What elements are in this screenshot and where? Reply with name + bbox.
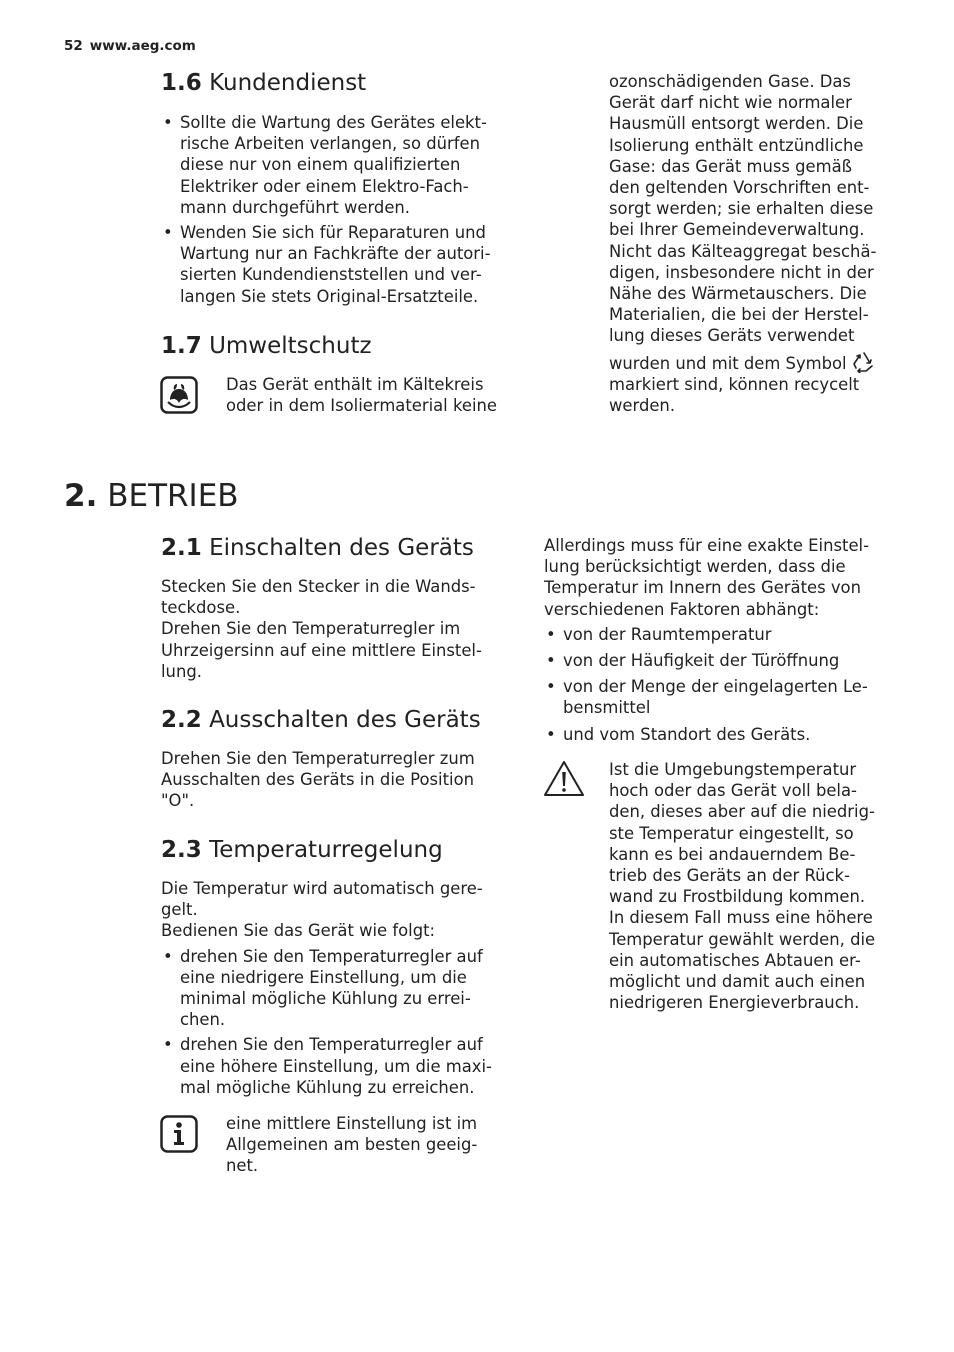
section-heading: 2.1 Einschalten des Geräts <box>161 535 474 561</box>
section-2-1-text: Stecken Sie den Stecker in die Wands- teckdose. Drehen Sie den Temperaturregler im Uhrzeigersinn auf eine mittlere Einstel- lung. <box>161 577 482 681</box>
section-2-3 <box>161 837 443 863</box>
section-heading: 2.2 Ausschalten des Geräts <box>161 707 481 733</box>
list-item: • drehen Sie den Temperaturregler auf eine höhere Einstellung, um die maxi- mal mögliche Kühlung zu erreichen. <box>161 1034 492 1098</box>
environment-text: Das Gerät enthält im Kältekreis oder in dem Isoliermaterial keine <box>226 375 497 416</box>
list-item: • von der Häufigkeit der Türöffnung <box>544 650 869 671</box>
list-item: • drehen Sie den Temperaturregler auf eine niedrigere Einstellung, um die minimal mögliche Kühlung zu errei- chen. <box>161 946 492 1031</box>
section-1-6 <box>161 70 366 96</box>
temperature-factors: Allerdings muss für eine exakte Einstel- lung berücksichtigt werden, dass die Temperatur im Innern des Gerätes von verschiedenen Faktoren abhängt: • von der Raumtemperatur • von der Häufigkeit der Türöffnung • von der Menge der eingelagerten Le- bensmittel • und vom Standort des Geräts. <box>544 535 869 745</box>
environment-icon <box>160 376 198 418</box>
page-number: 52 <box>64 38 83 54</box>
environment-text-continued: ozonschädigenden Gase. Das Gerät darf nicht wie normaler Hausmüll entsorgt werden. Die Isolierung enthält entzündliche Gase: das Gerät muss gemäß den geltenden Vorschriften ent- sorgt werden; sie erhalten diese bei Ihrer Gemeindeverwaltung. Nicht das Kälteaggregat beschä- digen, insbesondere nicht in der Nähe des Wärmetauschers. Die Materialien, die bei der Herstel- lung dieses Geräts verwendet wurden und mit dem Symbol markiert sind, können recycelt werden. <box>609 72 877 416</box>
list-item: • Sollte die Wartung des Gerätes elekt- rische Arbeiten verlangen, so dürfen diese nur von einem qualifizierten Elektriker oder einem Elektro-Fach- mann durchgeführt werden. <box>161 112 491 218</box>
section-1-6-list <box>161 112 491 307</box>
website-link[interactable]: www.aeg.com <box>89 38 196 54</box>
list-item: • und vom Standort des Geräts. <box>544 724 869 745</box>
warning-icon <box>543 760 585 802</box>
section-2-3-text: Die Temperatur wird automatisch gere- gelt. Bedienen Sie das Gerät wie folgt: • drehen Sie den Temperaturregler auf eine niedrigere Einstellung, um die minimal mögliche Kühlung zu errei- chen. • drehen Sie den Temperaturregler auf eine höhere Einstellung, um die maxi- mal mögliche Kühlung zu erreichen. <box>161 878 492 1098</box>
warning-text: Ist die Umgebungstemperatur hoch oder das Gerät voll bela- den, dieses aber auf die niedrig- ste Temperatur eingestellt, so kann es bei andauerndem Be- trieb des Geräts an der Rück- wand zu Frostbildung kommen. In diesem Fall muss eine höhere Temperatur gewählt werden, die ein automatisches Abtauen er- möglicht und damit auch einen niedrigeren Energieverbrauch. <box>609 760 876 1013</box>
info-text: eine mittlere Einstellung ist im Allgemeinen am besten geeig- net. <box>226 1114 478 1176</box>
recycle-icon <box>852 351 876 373</box>
section-2-1 <box>161 535 474 561</box>
section-heading: 2.3 Temperaturregelung <box>161 837 443 863</box>
section-2-2 <box>161 707 481 733</box>
page-header <box>64 38 196 54</box>
section-2-2-text: Drehen Sie den Temperaturregler zum Ausschalten des Geräts in die Position "O". <box>161 749 475 811</box>
section-heading: 1.7 Umweltschutz <box>161 333 372 359</box>
section-1-7 <box>161 333 372 359</box>
chapter-heading: 2. BETRIEB <box>64 478 239 514</box>
list-item: • von der Raumtemperatur <box>544 624 869 645</box>
info-icon <box>160 1115 198 1157</box>
list-item: • von der Menge der eingelagerten Le- bensmittel <box>544 676 869 718</box>
list-item: • Wenden Sie sich für Reparaturen und Wartung nur an Fachkräfte der autori- sierten Kundendienststellen und ver- langen Sie stets Original-Ersatzteile. <box>161 222 491 307</box>
section-heading: 1.6 Kundendienst <box>161 70 367 96</box>
